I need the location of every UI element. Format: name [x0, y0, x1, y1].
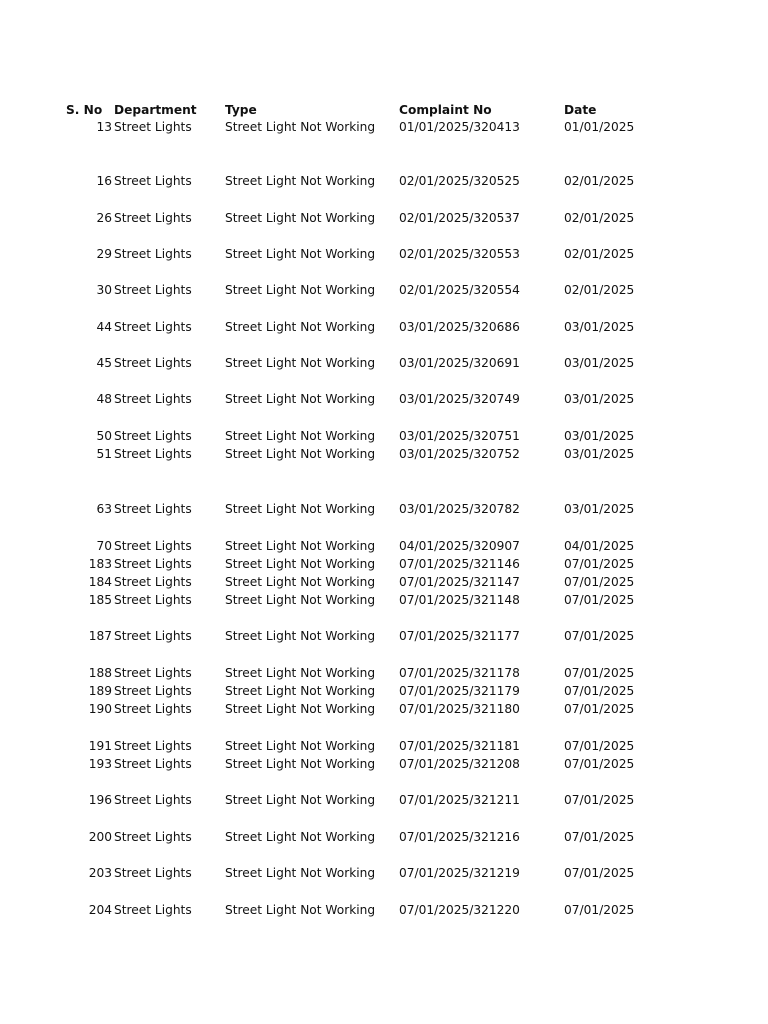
cell-department: Street Lights: [114, 684, 192, 698]
cell-complaint-no: 03/01/2025/320691: [399, 356, 520, 370]
cell-sno: 191: [88, 739, 112, 753]
cell-type: Street Light Not Working: [225, 320, 376, 334]
cell-date: 02/01/2025: [564, 247, 635, 261]
cell-date: 07/01/2025: [564, 793, 635, 807]
cell-sno: 48: [96, 392, 112, 406]
cell-sno: 204: [88, 903, 112, 917]
cell-department: Street Lights: [114, 502, 192, 516]
cell-complaint-no: 07/01/2025/321208: [399, 757, 520, 771]
cell-date: 02/01/2025: [564, 211, 635, 225]
cell-type: Street Light Not Working: [225, 174, 376, 188]
cell-date: 03/01/2025: [564, 356, 635, 370]
cell-department: Street Lights: [114, 702, 192, 716]
cell-department: Street Lights: [114, 211, 192, 225]
cell-sno: 196: [88, 793, 112, 807]
cell-type: Street Light Not Working: [225, 702, 376, 716]
cell-complaint-no: 03/01/2025/320751: [399, 429, 520, 443]
cell-department: Street Lights: [114, 247, 192, 261]
cell-complaint-no: 03/01/2025/320749: [399, 392, 520, 406]
cell-type: Street Light Not Working: [225, 557, 376, 571]
cell-date: 07/01/2025: [564, 575, 635, 589]
cell-date: 07/01/2025: [564, 739, 635, 753]
cell-department: Street Lights: [114, 793, 192, 807]
header-type: Type: [225, 103, 257, 117]
cell-department: Street Lights: [114, 866, 192, 880]
cell-date: 07/01/2025: [564, 702, 635, 716]
cell-date: 07/01/2025: [564, 830, 635, 844]
cell-sno: 63: [96, 502, 112, 516]
cell-complaint-no: 07/01/2025/321177: [399, 629, 520, 643]
cell-sno: 203: [88, 866, 112, 880]
cell-sno: 70: [96, 539, 112, 553]
cell-type: Street Light Not Working: [225, 502, 376, 516]
header-sno: S. No: [66, 103, 103, 117]
cell-sno: 183: [88, 557, 112, 571]
cell-sno: 45: [96, 356, 112, 370]
cell-type: Street Light Not Working: [225, 356, 376, 370]
cell-date: 07/01/2025: [564, 593, 635, 607]
cell-type: Street Light Not Working: [225, 757, 376, 771]
cell-complaint-no: 07/01/2025/321219: [399, 866, 520, 880]
cell-type: Street Light Not Working: [225, 903, 376, 917]
cell-department: Street Lights: [114, 629, 192, 643]
cell-complaint-no: 01/01/2025/320413: [399, 120, 520, 134]
cell-sno: 16: [96, 174, 112, 188]
cell-complaint-no: 03/01/2025/320782: [399, 502, 520, 516]
cell-department: Street Lights: [114, 283, 192, 297]
cell-complaint-no: 02/01/2025/320554: [399, 283, 520, 297]
cell-type: Street Light Not Working: [225, 211, 376, 225]
cell-type: Street Light Not Working: [225, 120, 376, 134]
cell-date: 01/01/2025: [564, 120, 635, 134]
cell-sno: 13: [96, 120, 112, 134]
cell-date: 07/01/2025: [564, 666, 635, 680]
cell-sno: 51: [96, 447, 112, 461]
cell-complaint-no: 03/01/2025/320752: [399, 447, 520, 461]
cell-sno: 187: [88, 629, 112, 643]
cell-type: Street Light Not Working: [225, 539, 376, 553]
cell-department: Street Lights: [114, 539, 192, 553]
cell-type: Street Light Not Working: [225, 283, 376, 297]
cell-date: 03/01/2025: [564, 320, 635, 334]
cell-type: Street Light Not Working: [225, 666, 376, 680]
cell-type: Street Light Not Working: [225, 593, 376, 607]
cell-department: Street Lights: [114, 447, 192, 461]
cell-sno: 188: [88, 666, 112, 680]
cell-date: 07/01/2025: [564, 757, 635, 771]
cell-sno: 26: [96, 211, 112, 225]
cell-complaint-no: 04/01/2025/320907: [399, 539, 520, 553]
header-complaint-no: Complaint No: [399, 103, 492, 117]
cell-complaint-no: 07/01/2025/321216: [399, 830, 520, 844]
cell-department: Street Lights: [114, 557, 192, 571]
cell-complaint-no: 07/01/2025/321180: [399, 702, 520, 716]
cell-type: Street Light Not Working: [225, 684, 376, 698]
cell-type: Street Light Not Working: [225, 447, 376, 461]
cell-type: Street Light Not Working: [225, 247, 376, 261]
cell-date: 07/01/2025: [564, 629, 635, 643]
cell-department: Street Lights: [114, 593, 192, 607]
cell-complaint-no: 07/01/2025/321178: [399, 666, 520, 680]
cell-department: Street Lights: [114, 429, 192, 443]
cell-complaint-no: 07/01/2025/321179: [399, 684, 520, 698]
cell-department: Street Lights: [114, 757, 192, 771]
cell-type: Street Light Not Working: [225, 575, 376, 589]
cell-type: Street Light Not Working: [225, 392, 376, 406]
cell-type: Street Light Not Working: [225, 429, 376, 443]
cell-department: Street Lights: [114, 392, 192, 406]
cell-complaint-no: 07/01/2025/321146: [399, 557, 520, 571]
cell-department: Street Lights: [114, 174, 192, 188]
cell-department: Street Lights: [114, 830, 192, 844]
cell-complaint-no: 07/01/2025/321220: [399, 903, 520, 917]
cell-complaint-no: 07/01/2025/321181: [399, 739, 520, 753]
cell-date: 07/01/2025: [564, 903, 635, 917]
cell-complaint-no: 02/01/2025/320537: [399, 211, 520, 225]
cell-complaint-no: 02/01/2025/320525: [399, 174, 520, 188]
header-date: Date: [564, 103, 597, 117]
cell-date: 03/01/2025: [564, 392, 635, 406]
cell-department: Street Lights: [114, 903, 192, 917]
cell-date: 07/01/2025: [564, 866, 635, 880]
cell-department: Street Lights: [114, 320, 192, 334]
cell-sno: 29: [96, 247, 112, 261]
cell-date: 03/01/2025: [564, 502, 635, 516]
cell-date: 07/01/2025: [564, 684, 635, 698]
cell-type: Street Light Not Working: [225, 793, 376, 807]
cell-date: 02/01/2025: [564, 174, 635, 188]
cell-sno: 30: [96, 283, 112, 297]
cell-type: Street Light Not Working: [225, 830, 376, 844]
cell-sno: 193: [88, 757, 112, 771]
cell-department: Street Lights: [114, 575, 192, 589]
cell-type: Street Light Not Working: [225, 866, 376, 880]
cell-date: 07/01/2025: [564, 557, 635, 571]
cell-department: Street Lights: [114, 666, 192, 680]
cell-sno: 189: [88, 684, 112, 698]
cell-department: Street Lights: [114, 739, 192, 753]
cell-complaint-no: 07/01/2025/321211: [399, 793, 520, 807]
cell-sno: 200: [88, 830, 112, 844]
cell-sno: 184: [88, 575, 112, 589]
cell-date: 02/01/2025: [564, 283, 635, 297]
cell-sno: 185: [88, 593, 112, 607]
cell-complaint-no: 02/01/2025/320553: [399, 247, 520, 261]
cell-type: Street Light Not Working: [225, 739, 376, 753]
cell-date: 03/01/2025: [564, 429, 635, 443]
cell-complaint-no: 07/01/2025/321148: [399, 593, 520, 607]
cell-complaint-no: 07/01/2025/321147: [399, 575, 520, 589]
cell-type: Street Light Not Working: [225, 629, 376, 643]
cell-sno: 50: [96, 429, 112, 443]
cell-sno: 44: [96, 320, 112, 334]
cell-complaint-no: 03/01/2025/320686: [399, 320, 520, 334]
header-department: Department: [114, 103, 197, 117]
cell-department: Street Lights: [114, 120, 192, 134]
cell-department: Street Lights: [114, 356, 192, 370]
cell-sno: 190: [88, 702, 112, 716]
cell-date: 03/01/2025: [564, 447, 635, 461]
cell-date: 04/01/2025: [564, 539, 635, 553]
